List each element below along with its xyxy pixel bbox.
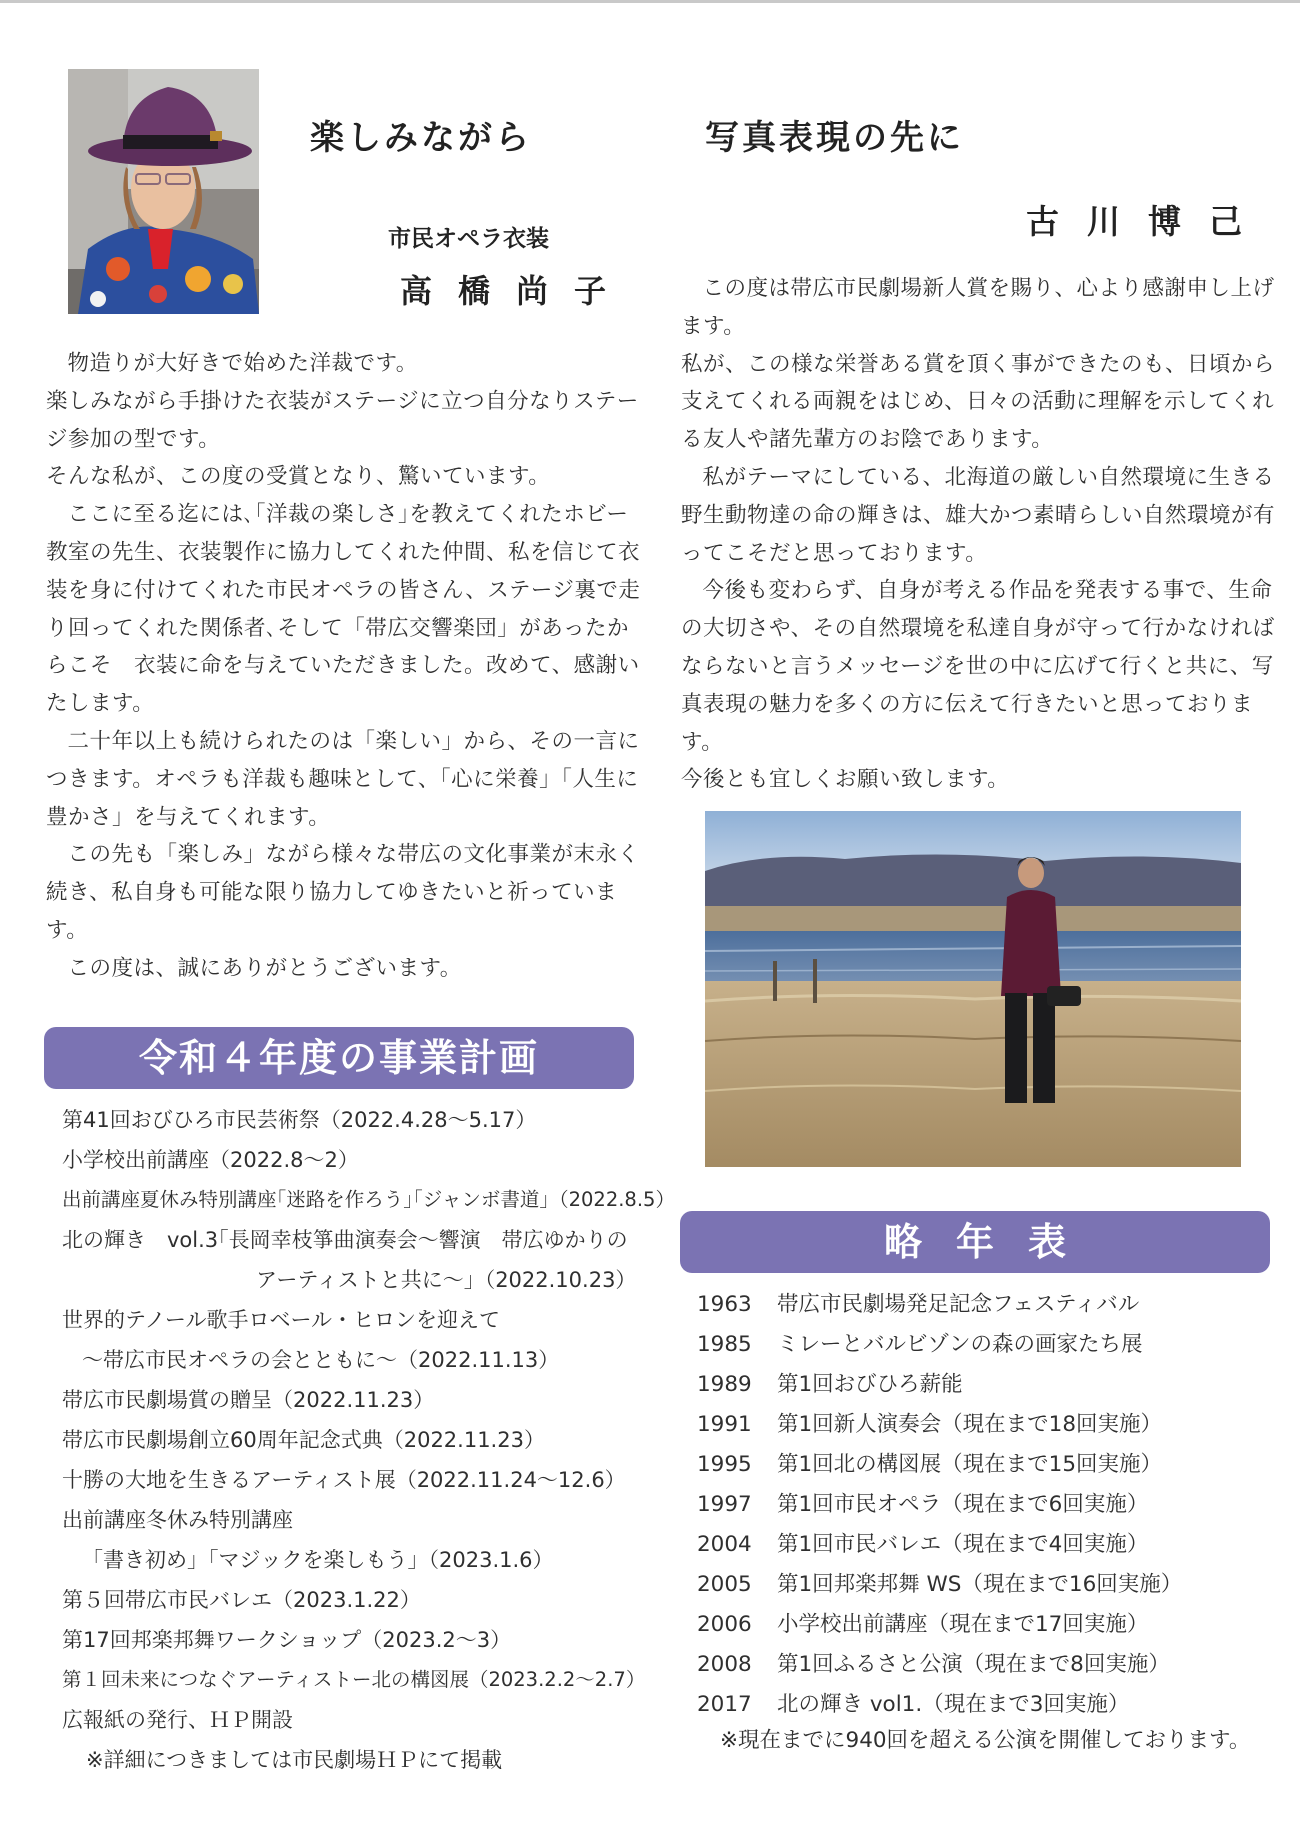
plan-item: 第41回おびひろ市民芸術祭（2022.4.28～5.17） bbox=[62, 1108, 537, 1132]
table-row bbox=[697, 1325, 1277, 1365]
history-year: 1991 bbox=[697, 1412, 752, 1437]
history-event: 第1回おびひろ薪能 bbox=[777, 1372, 963, 1397]
history-event: 第1回邦楽邦舞 WS（現在まで16回実施） bbox=[777, 1572, 1183, 1597]
paragraph: 私がテーマにしている、北海道の厳しい自然環境に生きる野生動物達の命の輝きは、雄大かつ素晴らしい自然環境が有ってこそだと思っております。 bbox=[681, 464, 1276, 566]
plan-item: 「書き初め」「マジックを楽しもう」（2023.1.6） bbox=[82, 1548, 554, 1572]
table-row bbox=[697, 1405, 1277, 1445]
left-author-name: 高橋尚子 bbox=[400, 272, 633, 310]
landscape-photo-furukawa bbox=[705, 811, 1241, 1167]
paragraph: 楽しみながら手掛けた衣装がステージに立つ自分なりステージ参加の型です。 bbox=[46, 388, 639, 452]
plan-item: 十勝の大地を生きるアーティスト展（2022.11.24～12.6） bbox=[62, 1468, 626, 1492]
paragraph: この度は、誠にありがとうございます。 bbox=[67, 955, 462, 981]
table-row bbox=[697, 1365, 1277, 1405]
plan-item: 第17回邦楽邦舞ワークショップ（2023.2～3） bbox=[62, 1628, 512, 1652]
history-year: 1963 bbox=[697, 1292, 752, 1317]
right-author-name: 古川博己 bbox=[1026, 202, 1270, 241]
right-essay-title: 写真表現の先に bbox=[705, 118, 964, 158]
left-essay-title: 楽しみながら bbox=[310, 118, 532, 158]
table-row bbox=[697, 1485, 1277, 1525]
table-row bbox=[697, 1565, 1277, 1605]
history-table bbox=[697, 1285, 1277, 1725]
paragraph: 二十年以上も続けられたのは「楽しい」から、その一言につきます。オペラも洋裁も趣味として、「心に栄養」「人生に豊かさ」を与えてくれます。 bbox=[46, 728, 640, 830]
plan-item: アーティストと共に～」（2022.10.23） bbox=[256, 1268, 637, 1292]
plan-item: 北の輝き vol.3｢長岡幸枝箏曲演奏会～響演 帯広ゆかりの bbox=[62, 1228, 628, 1252]
plan-item: 帯広市民劇場賞の贈呈（2022.11.23） bbox=[62, 1388, 435, 1412]
plan-list bbox=[62, 1100, 675, 1780]
history-year: 1997 bbox=[697, 1492, 752, 1517]
history-event: ミレーとバルビゾンの森の画家たち展 bbox=[777, 1332, 1143, 1357]
plan-item: 第１回未来につなぐアーティストー北の構図展（2023.2.2～2.7） bbox=[62, 1668, 646, 1691]
paragraph: 物造りが大好きで始めた洋裁です。 bbox=[67, 351, 418, 376]
history-year: 2017 bbox=[697, 1692, 752, 1717]
table-row bbox=[697, 1645, 1277, 1685]
paragraph: そんな私が、この度の受賞となり、驚いています。 bbox=[46, 464, 551, 490]
table-row bbox=[697, 1605, 1277, 1645]
paragraph: 今後とも宜しくお願い致します。 bbox=[681, 767, 1010, 793]
history-event: 第1回ふるさと公演（現在まで8回実施） bbox=[777, 1652, 1170, 1677]
plan-item: 出前講座夏休み特別講座｢迷路を作ろう｣｢ジャンボ書道｣（2022.8.5） bbox=[62, 1188, 675, 1211]
table-row bbox=[697, 1445, 1277, 1485]
history-event: 第1回新人演奏会（現在まで18回実施） bbox=[777, 1412, 1163, 1437]
table-row bbox=[697, 1525, 1277, 1565]
portrait-photo-takahashi bbox=[68, 69, 259, 314]
plan-item: 帯広市民劇場創立60周年記念式典（2022.11.23） bbox=[62, 1428, 545, 1452]
plan-item: ～帯広市民オペラの会とともに～（2022.11.13） bbox=[82, 1348, 560, 1372]
history-event: 小学校出前講座（現在まで17回実施） bbox=[777, 1612, 1149, 1637]
plan-item: 小学校出前講座（2022.8～2） bbox=[62, 1148, 359, 1172]
paragraph: ここに至る迄には､｢洋裁の楽しさ｣を教えてくれたホビー教室の先生、衣装製作に協力してくれた仲間、私を信じて衣装を身に付けてくれた市民オペラの皆さん、ステージ裏で走り回ってくれた関係者､そして「帯広交響楽団」があったからこそ 衣装に命を与えていただきました。改めて、感謝いたします。 bbox=[46, 502, 641, 717]
history-year: 1995 bbox=[697, 1452, 752, 1477]
paragraph: この度は帯広市民劇場新人賞を賜り、心より感謝申し上げます。 bbox=[681, 276, 1275, 339]
table-row bbox=[697, 1685, 1277, 1725]
history-note: ※現在までに940回を超える公演を開催しております。 bbox=[720, 1728, 1251, 1753]
history-year: 2008 bbox=[697, 1652, 752, 1677]
plan-item: 広報紙の発行、ＨＰ開設 bbox=[62, 1708, 293, 1732]
history-event: 北の輝き vol1.（現在まで3回実施） bbox=[777, 1692, 1130, 1717]
plan-note: ※詳細につきましては市民劇場ＨＰにて掲載 bbox=[86, 1748, 503, 1772]
right-essay-body bbox=[681, 270, 1277, 799]
left-essay-body bbox=[46, 345, 642, 988]
plan-item: 出前講座冬休み特別講座 bbox=[62, 1508, 293, 1532]
paragraph: 私が、この様な栄誉ある賞を頂く事ができたのも、日頃から支えてくれる両親をはじめ、日々の活動に理解を示してくれる友人や諸先輩方のお陰であります。 bbox=[681, 351, 1276, 453]
history-year: 2006 bbox=[697, 1612, 752, 1637]
plan-item: 第５回帯広市民バレエ（2023.1.22） bbox=[62, 1588, 421, 1612]
history-year: 1989 bbox=[697, 1372, 752, 1397]
table-row bbox=[697, 1285, 1277, 1325]
left-author-role: 市民オペラ衣装 bbox=[388, 225, 549, 252]
history-year: 1985 bbox=[697, 1332, 752, 1357]
plan-section-header: 令和４年度の事業計画 bbox=[44, 1027, 634, 1089]
paragraph: 今後も変わらず、自身が考える作品を発表する事で、生命の大切さや、その自然環境を私達自身が守って行かなければならないと言うメッセージを世の中に広げて行くと共に、写真表現の魅力を多くの方に伝えて行きたいと思っております。 bbox=[681, 578, 1275, 755]
history-year: 2004 bbox=[697, 1532, 752, 1557]
history-event: 第1回市民バレエ（現在まで4回実施） bbox=[777, 1532, 1149, 1557]
plan-item: 世界的テノール歌手ロベール・ヒロンを迎えて bbox=[62, 1308, 501, 1332]
history-event: 第1回北の構図展（現在まで15回実施） bbox=[777, 1452, 1163, 1477]
history-year: 2005 bbox=[697, 1572, 752, 1597]
paragraph: この先も「楽しみ」ながら様々な帯広の文化事業が末永く続き、私自身も可能な限り協力してゆきたいと祈っています。 bbox=[46, 842, 640, 943]
history-event: 第1回市民オペラ（現在まで6回実施） bbox=[777, 1492, 1149, 1517]
top-rule bbox=[0, 0, 1300, 3]
history-section-header: 略年表 bbox=[680, 1211, 1270, 1273]
history-event: 帯広市民劇場発足記念フェスティバル bbox=[777, 1292, 1140, 1317]
